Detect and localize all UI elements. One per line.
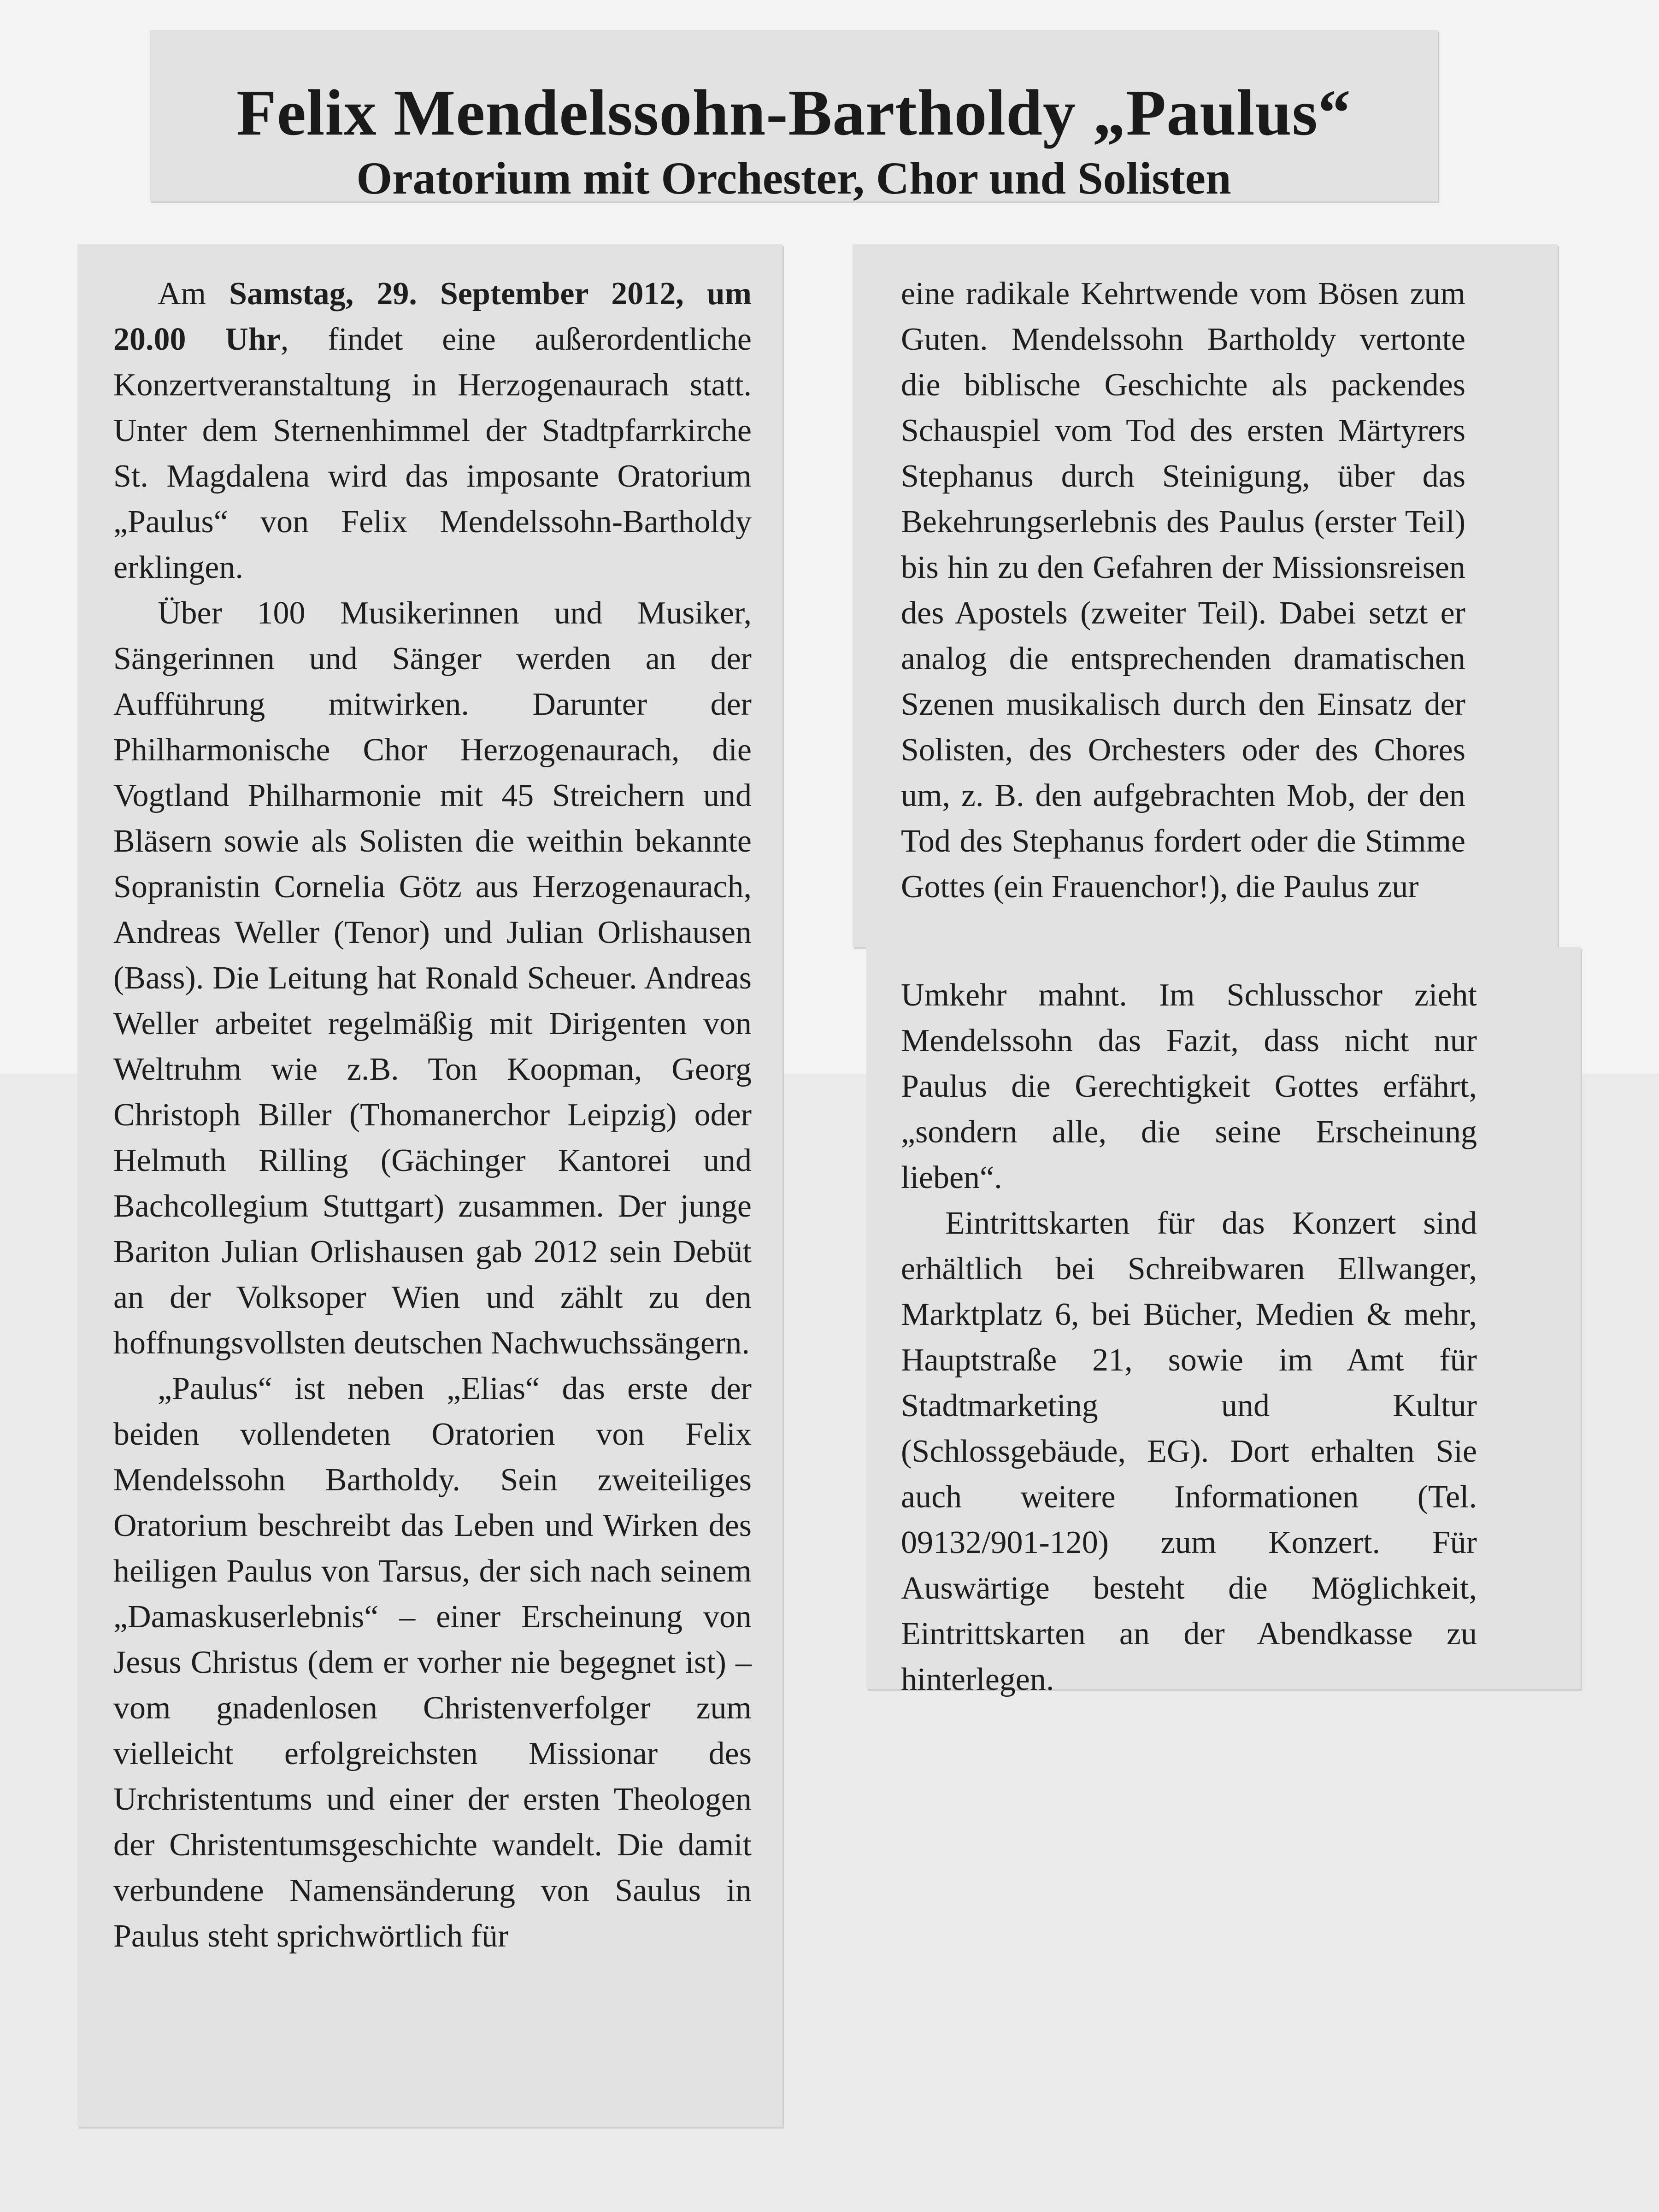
left-column-text xyxy=(113,271,752,1959)
right-column-text-top xyxy=(901,271,1465,910)
paragraph-performers: Über 100 Musikerinnen und Musiker, Sängerinnen und Sänger werden an der Aufführung mitwirken. Darunter der Philharmonische Chor Herzogenaurach, die Vogtland Philharmonie mit 45 Streichern und Bläsern sowie als Solisten die weithin bekannte Sopranistin Cornelia Götz aus Herzogenaurach, Andreas Weller (Tenor) und Julian Orlishausen (Bass). Die Leitung hat Ronald Scheuer. Andreas Weller arbeitet regelmäßig mit Dirigenten von Weltruhm wie z.B. Ton Koopman, Georg Christoph Biller (Thomanerchor Leipzig) oder Helmuth Rilling (Gächinger Kantorei und Bachcollegium Stuttgart) zusammen. Der junge Bariton Julian Orlishausen gab 2012 sein Debüt an der Volksoper Wien und zählt zu den hoffnungsvollsten deutschen Nachwuchssängern. xyxy=(113,595,752,1361)
paragraph-tickets: Eintrittskarten für das Konzert sind erhältlich bei Schreibwaren Ellwanger, Marktplatz 6, bei Bücher, Medien & mehr, Hauptstraße 21, sowie im Amt für Stadtmarketing und Kultur (Schlossgebäude, EG). Dort erhalten Sie auch weitere Informationen (Tel. 09132/901-120) zum Konzert. Für Auswärtige besteht die Möglichkeit, Eintrittskarten an der Abendkasse zu hinterlegen. xyxy=(901,1206,1477,1697)
right-column-text-bottom xyxy=(901,972,1477,1702)
headline-clipping xyxy=(150,30,1438,204)
right-column-clipping-bottom xyxy=(866,947,1581,1697)
article-subheadline: Oratorium mit Orchester, Chor und Solisten xyxy=(356,153,1231,204)
intro-lead: Am xyxy=(158,276,229,312)
paragraph-oratorio-continued: eine radikale Kehrtwende vom Bösen zum Guten. Mendelssohn Bartholdy vertonte die biblische Geschichte als packendes Schauspiel vom Tod des ersten Märtyrers Stephanus durch Steinigung, über das Bekehrungserlebnis des Paulus (erster Teil) bis hin zu den Gefahren der Missionsreisen des Apostels (zweiter Teil). Dabei setzt er analog die entsprechenden dramatischen Szenen musikalisch durch den Einsatz der Solisten, des Orchesters oder des Chores um, z. B. den aufgebrachten Mob, der den Tod des Stephanus fordert oder die Stimme Gottes (ein Frauenchor!), die Paulus zur xyxy=(901,276,1465,905)
paragraph-oratorio-end: Umkehr mahnt. Im Schlusschor zieht Mendelssohn das Fazit, dass nicht nur Paulus die Gerechtigkeit Gottes erfährt, „sondern alle, die seine Erscheinung lieben“. xyxy=(901,977,1477,1195)
paragraph-oratorio: „Paulus“ ist neben „Elias“ das erste der beiden vollendeten Oratorien von Felix Mendelssohn Bartholdy. Sein zweiteiliges Oratorium beschreibt das Leben und Wirken des heiligen Paulus von Tarsus, der sich nach seinem „Damaskuserlebnis“ – einer Erscheinung von Jesus Christus (dem er vorher nie begegnet ist) – vom gnadenlosen Christenverfolger zum vielleicht erfolgreichsten Missionar des Urchristentums und einer der ersten Theologen der Christentumsgeschichte wandelt. Die damit verbundene Namensänderung von Saulus in Paulus steht sprichwörtlich für xyxy=(113,1371,752,1954)
paragraph-intro xyxy=(113,271,752,590)
left-column-clipping xyxy=(77,244,782,2127)
event-date-time: Samstag, 29. September 2012, um 20.00 Uhr xyxy=(113,276,752,357)
right-column-clipping-top xyxy=(853,244,1558,947)
article-headline: Felix Mendelssohn-Bartholdy „Paulus“ xyxy=(236,76,1351,149)
intro-rest: , findet eine außerordentliche Konzertveranstaltung in Herzogenaurach statt. Unter dem Sternenhimmel der Stadtpfarrkirche St. Magdalena wird das imposante Oratorium „Paulus“ von Felix Mendelssohn-Bartholdy erklingen. xyxy=(113,322,752,585)
